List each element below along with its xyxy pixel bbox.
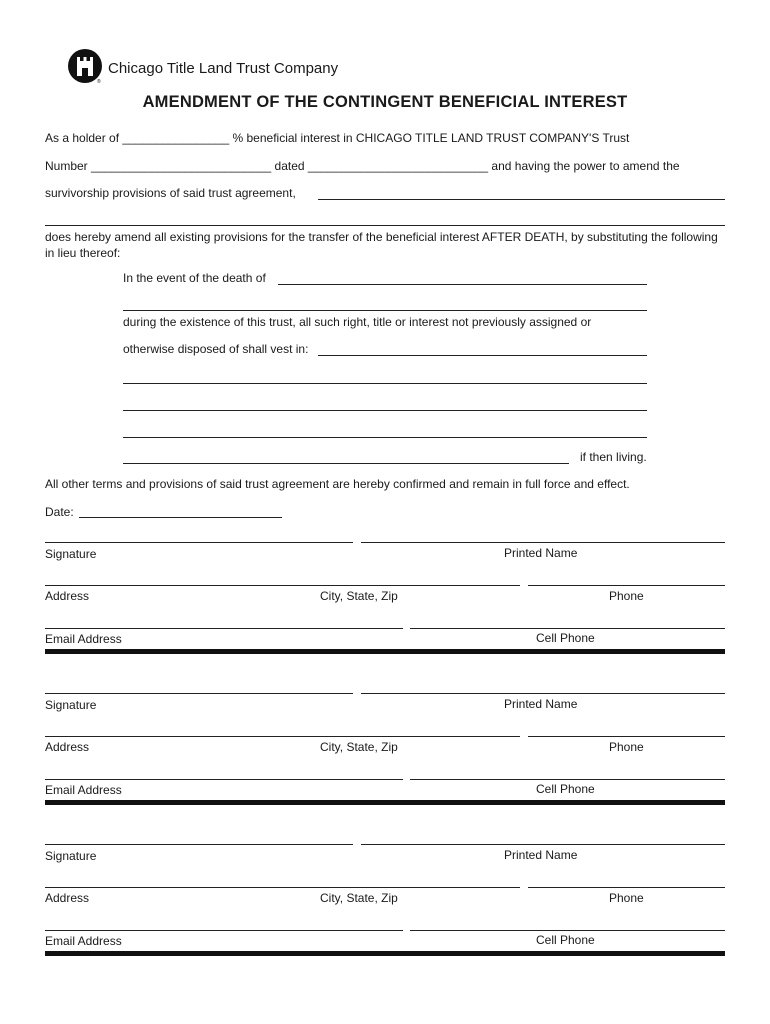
vest-field-4[interactable] (123, 437, 647, 438)
death-label: In the event of the death of (123, 271, 266, 285)
date-label: Date: (45, 505, 74, 519)
vest-label: otherwise disposed of shall vest in: (123, 342, 309, 356)
trust-number-line[interactable]: Number ___________________________ dated ___________________________ and having the power to amend the (45, 159, 680, 173)
phone-label-1: Phone (609, 589, 644, 603)
address-label-2: Address (45, 740, 90, 754)
email-field-2[interactable] (45, 779, 403, 780)
phone-label-3: Phone (609, 891, 644, 905)
email-label-2: Email Address (45, 783, 122, 797)
phone-label-2: Phone (609, 740, 644, 754)
signature-field-1[interactable] (45, 542, 353, 543)
if-living-text: if then living. (580, 450, 647, 464)
survivorship-label: survivorship provisions of said trust agreement, (45, 186, 296, 200)
confirm-text: All other terms and provisions of said trust agreement are hereby confirmed and remain in full force and effect. (45, 477, 630, 491)
amend-paragraph: does hereby amend all existing provisions for the transfer of the beneficial interest AFTER DEATH, by substituting the following in lieu thereof: (45, 230, 718, 260)
cell-label-2: Cell Phone (536, 782, 595, 796)
survivorship-field[interactable] (318, 199, 725, 200)
cell-field-2[interactable] (410, 779, 725, 780)
vest-field[interactable] (318, 355, 647, 356)
document-title: AMENDMENT OF THE CONTINGENT BENEFICIAL INTEREST (142, 93, 628, 111)
cell-label-1: Cell Phone (536, 631, 595, 645)
cell-label-3: Cell Phone (536, 933, 595, 947)
address-field-1[interactable] (45, 585, 520, 586)
existence-text: during the existence of this trust, all such right, title or interest not previously assigned or (123, 315, 592, 329)
printed-name-field-2[interactable] (361, 693, 725, 694)
email-label-3: Email Address (45, 934, 122, 948)
section-divider-3 (45, 951, 725, 956)
holder-line[interactable]: As a holder of ________________ % beneficial interest in CHICAGO TITLE LAND TRUST COMPANY'S Trust (45, 131, 630, 145)
signature-label-3: Signature (45, 849, 97, 863)
city-state-zip-label-2: City, State, Zip (320, 740, 398, 754)
signature-field-2[interactable] (45, 693, 353, 694)
svg-text:®: ® (97, 79, 101, 84)
vest-field-5[interactable] (123, 463, 569, 464)
cell-field-1[interactable] (410, 628, 725, 629)
email-label-1: Email Address (45, 632, 122, 646)
printed-name-label-1: Printed Name (504, 546, 578, 560)
company-name: Chicago Title Land Trust Company (108, 60, 339, 77)
address-label-3: Address (45, 891, 90, 905)
address-field-2[interactable] (45, 736, 520, 737)
chicago-title-tower-logo-icon (67, 48, 103, 84)
cell-field-3[interactable] (410, 930, 725, 931)
email-field-3[interactable] (45, 930, 403, 931)
death-field-2[interactable] (123, 310, 647, 311)
printed-name-label-2: Printed Name (504, 697, 578, 711)
address-label-1: Address (45, 589, 90, 603)
signature-label-2: Signature (45, 698, 97, 712)
email-field-1[interactable] (45, 628, 403, 629)
death-field[interactable] (278, 284, 647, 285)
vest-field-3[interactable] (123, 410, 647, 411)
city-state-zip-label-1: City, State, Zip (320, 589, 398, 603)
printed-name-field-3[interactable] (361, 844, 725, 845)
address-field-3[interactable] (45, 887, 520, 888)
section-divider-2 (45, 800, 725, 805)
section-divider-1 (45, 649, 725, 654)
signature-label-1: Signature (45, 547, 97, 561)
city-state-zip-label-3: City, State, Zip (320, 891, 398, 905)
signature-field-3[interactable] (45, 844, 353, 845)
printed-name-label-3: Printed Name (504, 848, 578, 862)
phone-field-1[interactable] (528, 585, 725, 586)
date-field[interactable] (79, 517, 282, 518)
printed-name-field-1[interactable] (361, 542, 725, 543)
survivorship-field-2[interactable] (45, 225, 725, 226)
vest-field-2[interactable] (123, 383, 647, 384)
phone-field-2[interactable] (528, 736, 725, 737)
phone-field-3[interactable] (528, 887, 725, 888)
